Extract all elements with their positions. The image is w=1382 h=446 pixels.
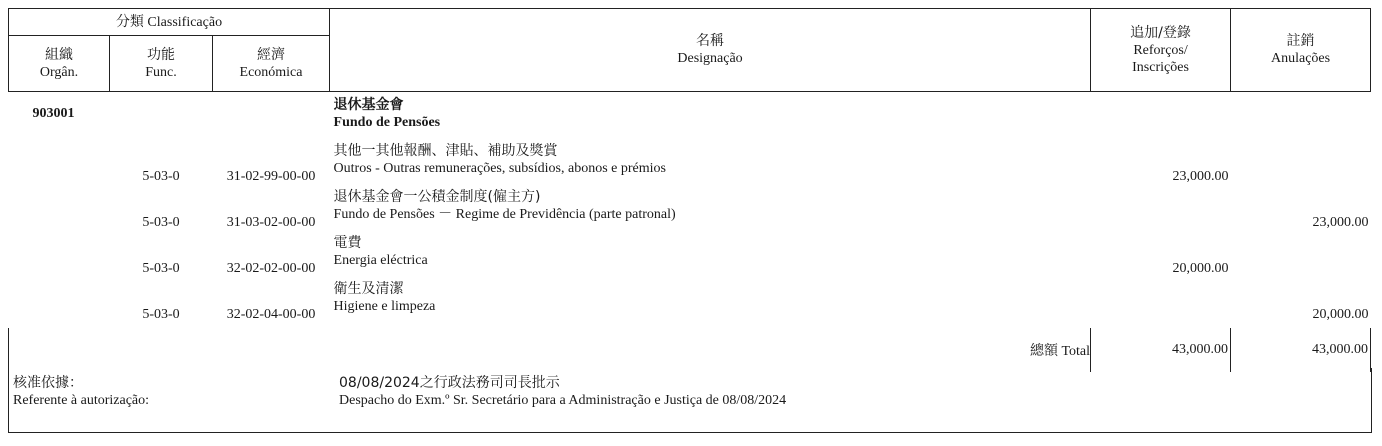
budget-table	[8, 8, 1371, 372]
authorization-value-zh: 08/08/2024之行政法務司司長批示	[339, 375, 560, 391]
function-header-pt: Func.	[145, 64, 177, 80]
organ-header	[9, 36, 110, 92]
reinforcement-header-pt1: Reforços/	[1133, 42, 1188, 58]
total-annulment: 43,000.00	[1231, 328, 1371, 372]
table-row	[110, 236, 213, 282]
designation-header-zh: 名稱	[696, 33, 725, 49]
reinforcement-header-pt2: Inscrições	[1132, 59, 1189, 75]
body-row	[9, 92, 1371, 329]
annulment-header	[1231, 9, 1371, 92]
organ-column	[9, 92, 110, 329]
annulment-amount: 20,000.00	[1312, 307, 1369, 322]
economic-code: 32-02-04-00-00	[226, 307, 316, 322]
designation-zh: 其他一其他報酬、津貼、補助及獎賞	[333, 143, 558, 159]
annulment-column	[1231, 92, 1371, 329]
reinforcement-header	[1091, 9, 1231, 92]
annulment-amount: 23,000.00	[1312, 215, 1369, 230]
economic-header-zh: 經濟	[257, 46, 286, 63]
reinforcement-amount: 23,000.00	[1172, 169, 1229, 184]
table-row	[110, 190, 213, 236]
annulment-header-zh: 註銷	[1286, 33, 1315, 49]
function-header	[110, 36, 213, 92]
organ-name-pt: Fundo de Pensões	[333, 115, 441, 130]
total-label-zh: 總額	[1029, 343, 1058, 359]
authorization-label	[13, 374, 149, 410]
function-code: 5-03-0	[142, 261, 180, 276]
economic-column	[213, 92, 330, 329]
authorization-label-zh: 核准依據：	[13, 375, 83, 391]
annulment-header-pt: Anulações	[1270, 51, 1331, 66]
designation-column	[330, 92, 1091, 329]
function-code: 5-03-0	[142, 215, 180, 230]
reinforcement-amount: 20,000.00	[1172, 261, 1229, 276]
authorization-section	[8, 368, 1372, 433]
function-code: 5-03-0	[142, 169, 180, 184]
table-row	[110, 144, 213, 190]
function-column	[110, 92, 213, 329]
designation-zh: 衛生及清潔	[333, 281, 404, 297]
authorization-value-pt: Despacho do Exm.º Sr. Secretário para a Administração e Justiça de 08/08/2024	[339, 393, 787, 408]
designation-pt: Energia eléctrica	[333, 253, 428, 268]
classification-header: 分類 Classificação	[9, 9, 330, 36]
authorization-value	[339, 374, 786, 410]
designation-header-pt: Designação	[677, 51, 743, 66]
designation-zh: 電費	[333, 235, 362, 251]
total-label	[9, 328, 1091, 372]
designation-pt: Higiene e limpeza	[333, 299, 436, 314]
total-reinforcement: 43,000.00	[1091, 328, 1231, 372]
economic-code: 31-03-02-00-00	[226, 215, 316, 230]
economic-code: 31-02-99-00-00	[226, 169, 316, 184]
reinforcement-column	[1091, 92, 1231, 329]
reinforcement-header-zh: 追加/登錄	[1130, 24, 1191, 41]
total-row	[9, 328, 1371, 372]
organ-header-pt: Orgân.	[39, 64, 79, 80]
economic-header	[213, 36, 330, 92]
economic-code: 32-02-02-00-00	[226, 261, 316, 276]
function-header-zh: 功能	[147, 46, 175, 63]
designation-header	[330, 9, 1091, 92]
designation-pt: Outros - Outras remunerações, subsídios, abonos e prémios	[333, 161, 666, 176]
organ-code: 903001	[32, 106, 75, 121]
authorization-label-pt: Referente à autorização:	[13, 393, 150, 408]
designation-pt: Fundo de Pensões － Regime de Previdência (parte patronal)	[333, 207, 676, 222]
organ-name-zh: 退休基金會	[333, 97, 404, 113]
economic-header-pt: Económica	[239, 64, 303, 80]
organ-header-zh: 組織	[45, 46, 73, 63]
table-row	[110, 282, 213, 328]
function-code: 5-03-0	[142, 307, 180, 322]
designation-zh: 退休基金會一公積金制度(僱主方)	[333, 189, 541, 205]
total-label-pt: Total	[1061, 344, 1091, 359]
